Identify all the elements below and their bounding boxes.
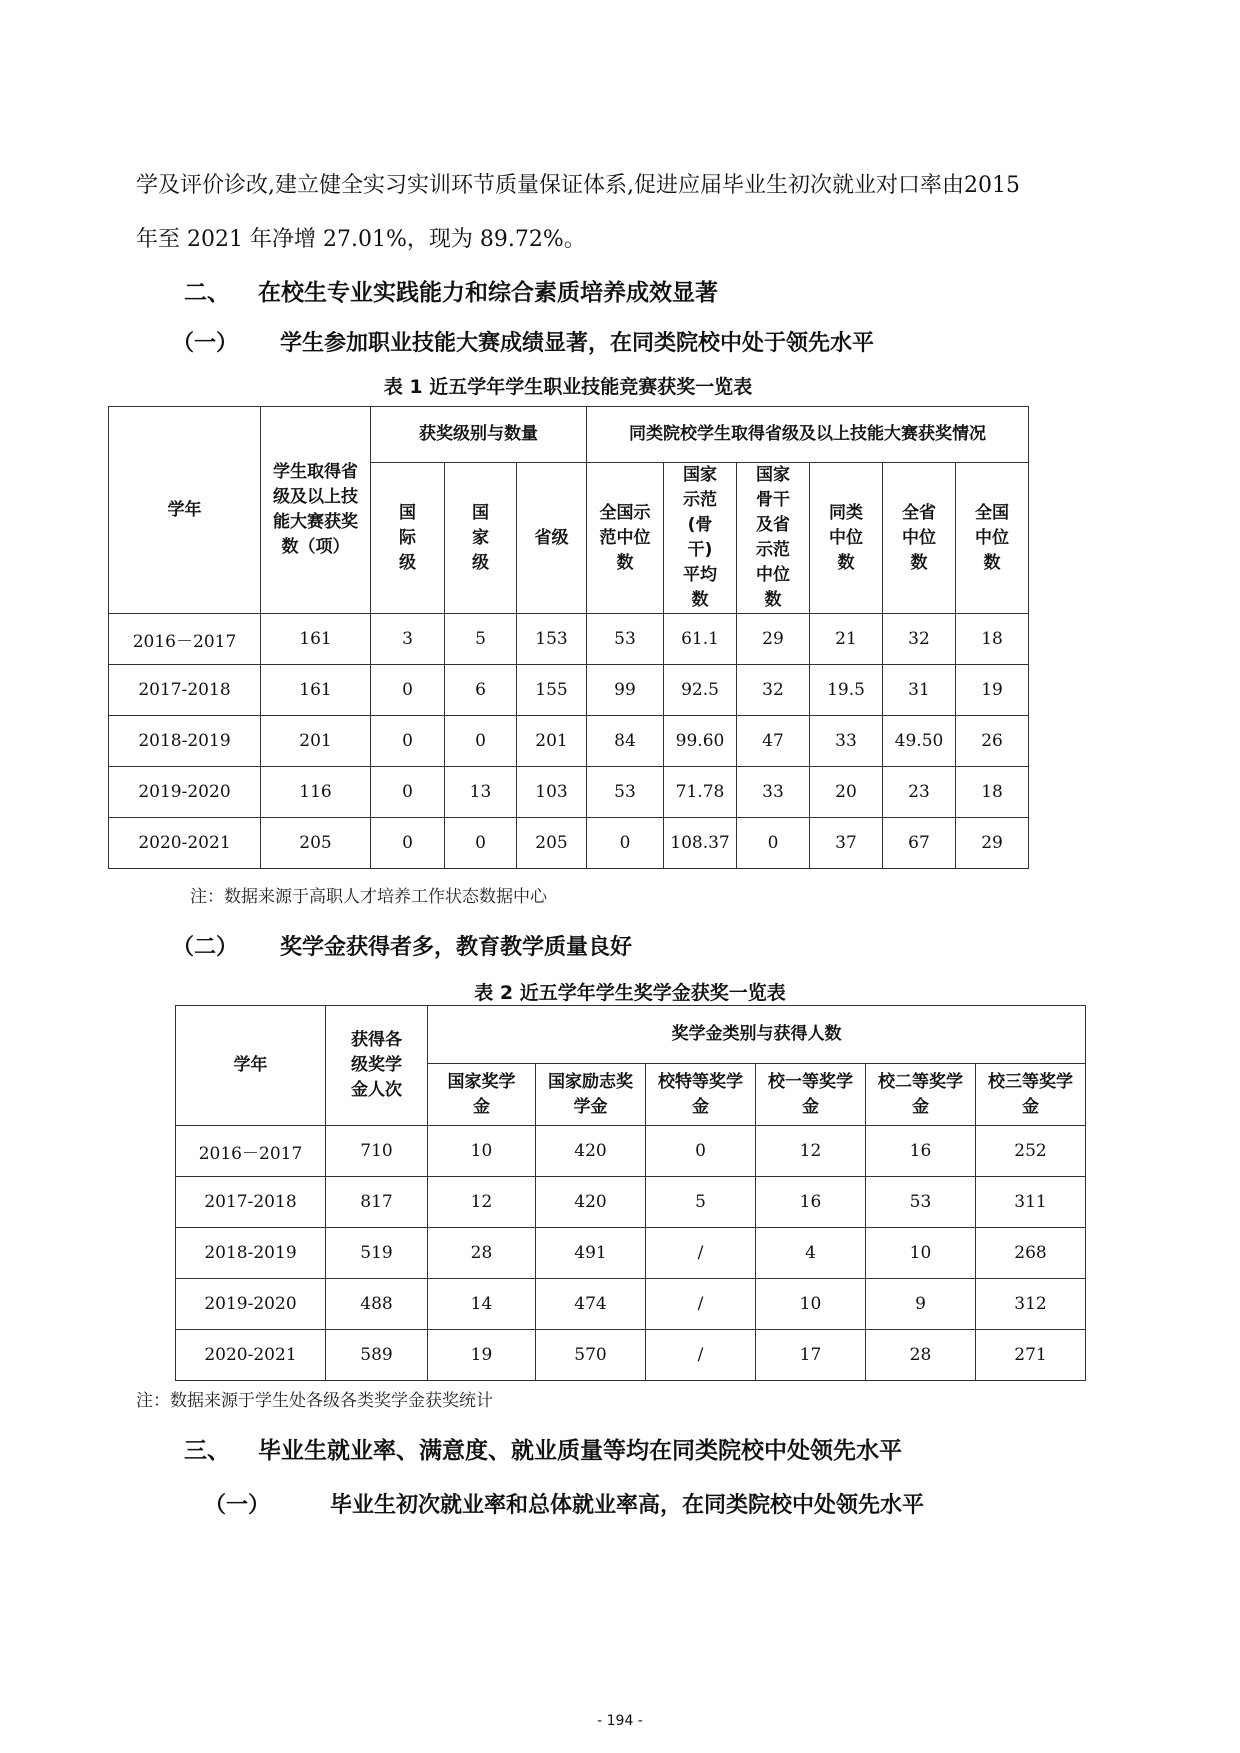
subsection-1-title: 学生参加职业技能大赛成绩显著，在同类院校中处于领先水平: [280, 331, 875, 356]
table-1-header-peer-schools: 同类院校学生取得省级及以上技能大赛获奖情况: [587, 407, 1029, 463]
table-cell: 19: [428, 1330, 536, 1381]
table-cell: 32: [737, 665, 810, 716]
table-cell: 420: [536, 1177, 646, 1228]
table-cell: 32: [883, 614, 956, 665]
section-3-title: 毕业生就业率、满意度、就业质量等均在同类院校中处领先水平: [258, 1438, 902, 1464]
table-row: [109, 716, 1029, 767]
table-cell: 37: [810, 818, 883, 869]
table-1-header-award-level: 获奖级别与数量: [371, 407, 587, 463]
table-cell: 155: [517, 665, 587, 716]
table-cell: 268: [976, 1228, 1086, 1279]
table-cell: 205: [517, 818, 587, 869]
table-cell: 92.5: [664, 665, 737, 716]
subsection-1-heading: [172, 326, 874, 357]
table-cell: 53: [866, 1177, 976, 1228]
table-cell: 23: [883, 767, 956, 818]
intro-line-2: 年至 2021 年净增 27.01%，现为 89.72%。: [136, 227, 586, 252]
table-cell: 0: [587, 818, 664, 869]
table-cell: 252: [976, 1126, 1086, 1177]
table-cell: 28: [866, 1330, 976, 1381]
table-row: [109, 665, 1029, 716]
table-cell: 18: [956, 767, 1029, 818]
table-cell: 710: [326, 1126, 428, 1177]
table-cell: 16: [866, 1126, 976, 1177]
table-cell: 2016－2017: [176, 1126, 326, 1177]
table-1-header-total: 学生取得省级及以上技能大赛获奖数（项）: [261, 407, 371, 614]
table-cell: 3: [371, 614, 445, 665]
table-cell: 53: [587, 614, 664, 665]
subsection-3-heading: [204, 1488, 924, 1519]
table-cell: 420: [536, 1126, 646, 1177]
table-2-subheader: 国家奖学金: [428, 1064, 536, 1126]
table-cell: 2019-2020: [109, 767, 261, 818]
table-cell: /: [646, 1279, 756, 1330]
table-1-subheader: 国际级: [371, 463, 445, 614]
table-cell: 2017-2018: [109, 665, 261, 716]
table-cell: 116: [261, 767, 371, 818]
table-cell: 10: [428, 1126, 536, 1177]
table-cell: 18: [956, 614, 1029, 665]
page-number: - 194 -: [597, 1713, 643, 1729]
table-cell: 161: [261, 614, 371, 665]
section-3-number: 三、: [184, 1438, 230, 1464]
table-cell: 9: [866, 1279, 976, 1330]
table-cell: 205: [261, 818, 371, 869]
table-cell: 161: [261, 665, 371, 716]
table-1-subheader: 同类中位数: [810, 463, 883, 614]
table-cell: 2017-2018: [176, 1177, 326, 1228]
table-cell: 67: [883, 818, 956, 869]
table-cell: 49.50: [883, 716, 956, 767]
table-cell: 312: [976, 1279, 1086, 1330]
table-row: [176, 1126, 1086, 1177]
table-cell: 2020-2021: [176, 1330, 326, 1381]
table-cell: 10: [866, 1228, 976, 1279]
subsection-3-number: （一）: [204, 1493, 271, 1518]
table-1-subheader: 全国示范中位数: [587, 463, 664, 614]
table-cell: 0: [371, 665, 445, 716]
table-cell: /: [646, 1228, 756, 1279]
table-cell: 99: [587, 665, 664, 716]
table-2-subheader: 校三等奖学金: [976, 1064, 1086, 1126]
table-row: [109, 767, 1029, 818]
table-cell: 13: [445, 767, 517, 818]
table-1-header-year: 学年: [109, 407, 261, 614]
table-cell: 2016－2017: [109, 614, 261, 665]
table-cell: 519: [326, 1228, 428, 1279]
table-cell: 2018-2019: [176, 1228, 326, 1279]
table-row: [176, 1177, 1086, 1228]
table-1-subheader: 国家级: [445, 463, 517, 614]
table-2-caption: 表 2 近五学年学生奖学金获奖一览表: [474, 982, 786, 1004]
table-1-subheader: 国家骨干及省示范中位数: [737, 463, 810, 614]
table-row: [109, 818, 1029, 869]
table-cell: 47: [737, 716, 810, 767]
table-cell: 14: [428, 1279, 536, 1330]
table-cell: 5: [445, 614, 517, 665]
table-2-header-year: 学年: [176, 1006, 326, 1126]
table-cell: 0: [445, 818, 517, 869]
subsection-2-title: 奖学金获得者多，教育教学质量良好: [280, 935, 633, 960]
table-row: [176, 1228, 1086, 1279]
section-3-heading: [184, 1432, 902, 1465]
table-cell: 491: [536, 1228, 646, 1279]
table-cell: 0: [371, 818, 445, 869]
table-cell: 29: [737, 614, 810, 665]
table-cell: 61.1: [664, 614, 737, 665]
table-2-subheader: 校二等奖学金: [866, 1064, 976, 1126]
table-row: [109, 614, 1029, 665]
table-row: [176, 1330, 1086, 1381]
table-row: [176, 1279, 1086, 1330]
table-cell: 21: [810, 614, 883, 665]
table-cell: 19.5: [810, 665, 883, 716]
table-2-note: 注：数据来源于学生处各级各类奖学金获奖统计: [136, 1391, 493, 1411]
table-cell: 0: [737, 818, 810, 869]
table-1-subheader: 国家示范(骨干)平均数: [664, 463, 737, 614]
table-cell: 12: [756, 1126, 866, 1177]
table-1-caption: 表 1 近五学年学生职业技能竞赛获奖一览表: [383, 376, 753, 398]
subsection-2-number: （二）: [172, 935, 239, 960]
table-cell: 0: [371, 767, 445, 818]
subsection-3-title: 毕业生初次就业率和总体就业率高，在同类院校中处领先水平: [330, 1493, 925, 1518]
table-cell: 271: [976, 1330, 1086, 1381]
table-2-header-total: 获得各级奖学金人次: [326, 1006, 428, 1126]
table-cell: 2018-2019: [109, 716, 261, 767]
table-cell: 33: [810, 716, 883, 767]
table-cell: 20: [810, 767, 883, 818]
section-2-title: 在校生专业实践能力和综合素质培养成效显著: [258, 280, 718, 306]
table-cell: 103: [517, 767, 587, 818]
table-cell: 71.78: [664, 767, 737, 818]
table-cell: 570: [536, 1330, 646, 1381]
table-cell: 153: [517, 614, 587, 665]
subsection-2-heading: [172, 930, 632, 961]
table-1-subheader: 全国中位数: [956, 463, 1029, 614]
table-1-subheader: 全省中位数: [883, 463, 956, 614]
table-1-note: 注：数据来源于高职人才培养工作状态数据中心: [190, 887, 547, 907]
table-cell: 4: [756, 1228, 866, 1279]
subsection-1-number: （一）: [172, 331, 239, 356]
table-1: [108, 406, 1029, 869]
table-cell: 0: [445, 716, 517, 767]
table-cell: 33: [737, 767, 810, 818]
table-cell: 53: [587, 767, 664, 818]
table-cell: 29: [956, 818, 1029, 869]
table-2-subheader: 国家励志奖学金: [536, 1064, 646, 1126]
table-cell: 0: [646, 1126, 756, 1177]
table-2-subheader: 校一等奖学金: [756, 1064, 866, 1126]
table-cell: 0: [371, 716, 445, 767]
section-2-number: 二、: [184, 280, 230, 306]
table-cell: 16: [756, 1177, 866, 1228]
table-2-header-category: 奖学金类别与获得人数: [428, 1006, 1086, 1064]
table-cell: 84: [587, 716, 664, 767]
table-cell: 201: [517, 716, 587, 767]
table-2-subheader: 校特等奖学金: [646, 1064, 756, 1126]
table-cell: 10: [756, 1279, 866, 1330]
table-cell: 817: [326, 1177, 428, 1228]
table-cell: 19: [956, 665, 1029, 716]
table-cell: 99.60: [664, 716, 737, 767]
table-cell: 5: [646, 1177, 756, 1228]
table-cell: 474: [536, 1279, 646, 1330]
table-1-subheader: 省级: [517, 463, 587, 614]
table-cell: 488: [326, 1279, 428, 1330]
table-cell: 589: [326, 1330, 428, 1381]
table-cell: /: [646, 1330, 756, 1381]
table-cell: 31: [883, 665, 956, 716]
section-2-heading: [184, 274, 718, 307]
intro-line-1: 学及评价诊改,建立健全实习实训环节质量保证体系,促进应届毕业生初次就业对口率由2015: [136, 173, 1020, 198]
table-cell: 12: [428, 1177, 536, 1228]
table-cell: 311: [976, 1177, 1086, 1228]
table-cell: 2020-2021: [109, 818, 261, 869]
table-cell: 2019-2020: [176, 1279, 326, 1330]
table-cell: 108.37: [664, 818, 737, 869]
table-cell: 26: [956, 716, 1029, 767]
table-2: [175, 1005, 1086, 1381]
table-cell: 28: [428, 1228, 536, 1279]
table-cell: 17: [756, 1330, 866, 1381]
table-cell: 201: [261, 716, 371, 767]
table-cell: 6: [445, 665, 517, 716]
